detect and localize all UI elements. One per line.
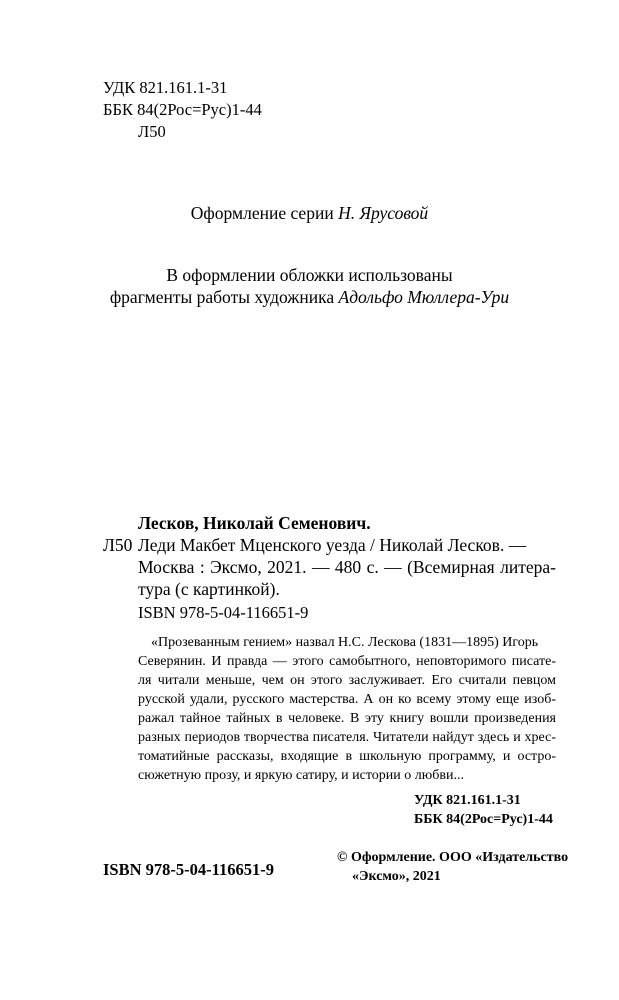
cover-note-line2: [0, 287, 619, 307]
catalog-code: Л50: [103, 535, 133, 555]
copyright-line2: «Эксмо», 2021: [352, 869, 441, 884]
catalog-line: тура (с картинкой).: [138, 579, 280, 599]
series-design-credit: [0, 203, 619, 223]
catalog-isbn: ISBN 978-5-04-116651-9: [138, 603, 309, 622]
header-code: Л50: [138, 122, 166, 141]
annotation-line: ражал тайное тайных в человеке. В эту книгу вошли произведения: [138, 711, 556, 726]
annotation-line: разных периодов творчества писателя. Читатели найдут здесь и хрес-: [138, 730, 556, 745]
cover-note-line1: В оформлении обложки использованы: [166, 265, 453, 285]
series-design-prefix: Оформление серии: [190, 203, 339, 223]
catalog-line: Леди Макбет Мценского уезда / Николай Лесков. —: [138, 535, 527, 555]
cover-artist-name: Адольфо Мюллера-Ури: [338, 287, 510, 307]
annotation-line: томатийные рассказы, входящие в школьную программу, и остро-: [138, 749, 556, 764]
annotation-line: Северянин. И правда — этого самобытного, неповторимого писате-: [138, 654, 556, 669]
annotation-line: ля читали меньше, чем он этого заслуживает. Его считали певцом: [138, 673, 556, 688]
catalog-line: Москва : Эксмо, 2021. — 480 с. — (Всемирная литера-: [138, 557, 556, 577]
annotation-line: сюжетную прозу, и яркую сатиру, и истории о любви...: [138, 768, 464, 783]
annotation-line: русской удали, русского мастерства. А он ко всему этому еще изоб-: [138, 692, 556, 707]
header-udk: УДК 821.161.1-31: [103, 78, 228, 97]
footer-isbn: ISBN 978-5-04-116651-9: [103, 860, 274, 879]
header-bbk: ББК 84(2Рос=Рус)1-44: [103, 100, 262, 119]
annotation-bbk: ББК 84(2Рос=Рус)1-44: [414, 812, 553, 827]
annotation-line: «Прозеванным гением» назвал Н.С. Лескова (1831—1895) Игорь: [151, 635, 539, 650]
copyright-line1: © Оформление. ООО «Издательство: [337, 850, 569, 865]
series-designer-name: Н. Ярусовой: [338, 203, 429, 223]
annotation-udk: УДК 821.161.1-31: [414, 793, 521, 808]
catalog-author: Лесков, Николай Семенович.: [138, 513, 371, 533]
cover-note-prefix: фрагменты работы художника: [109, 287, 339, 307]
